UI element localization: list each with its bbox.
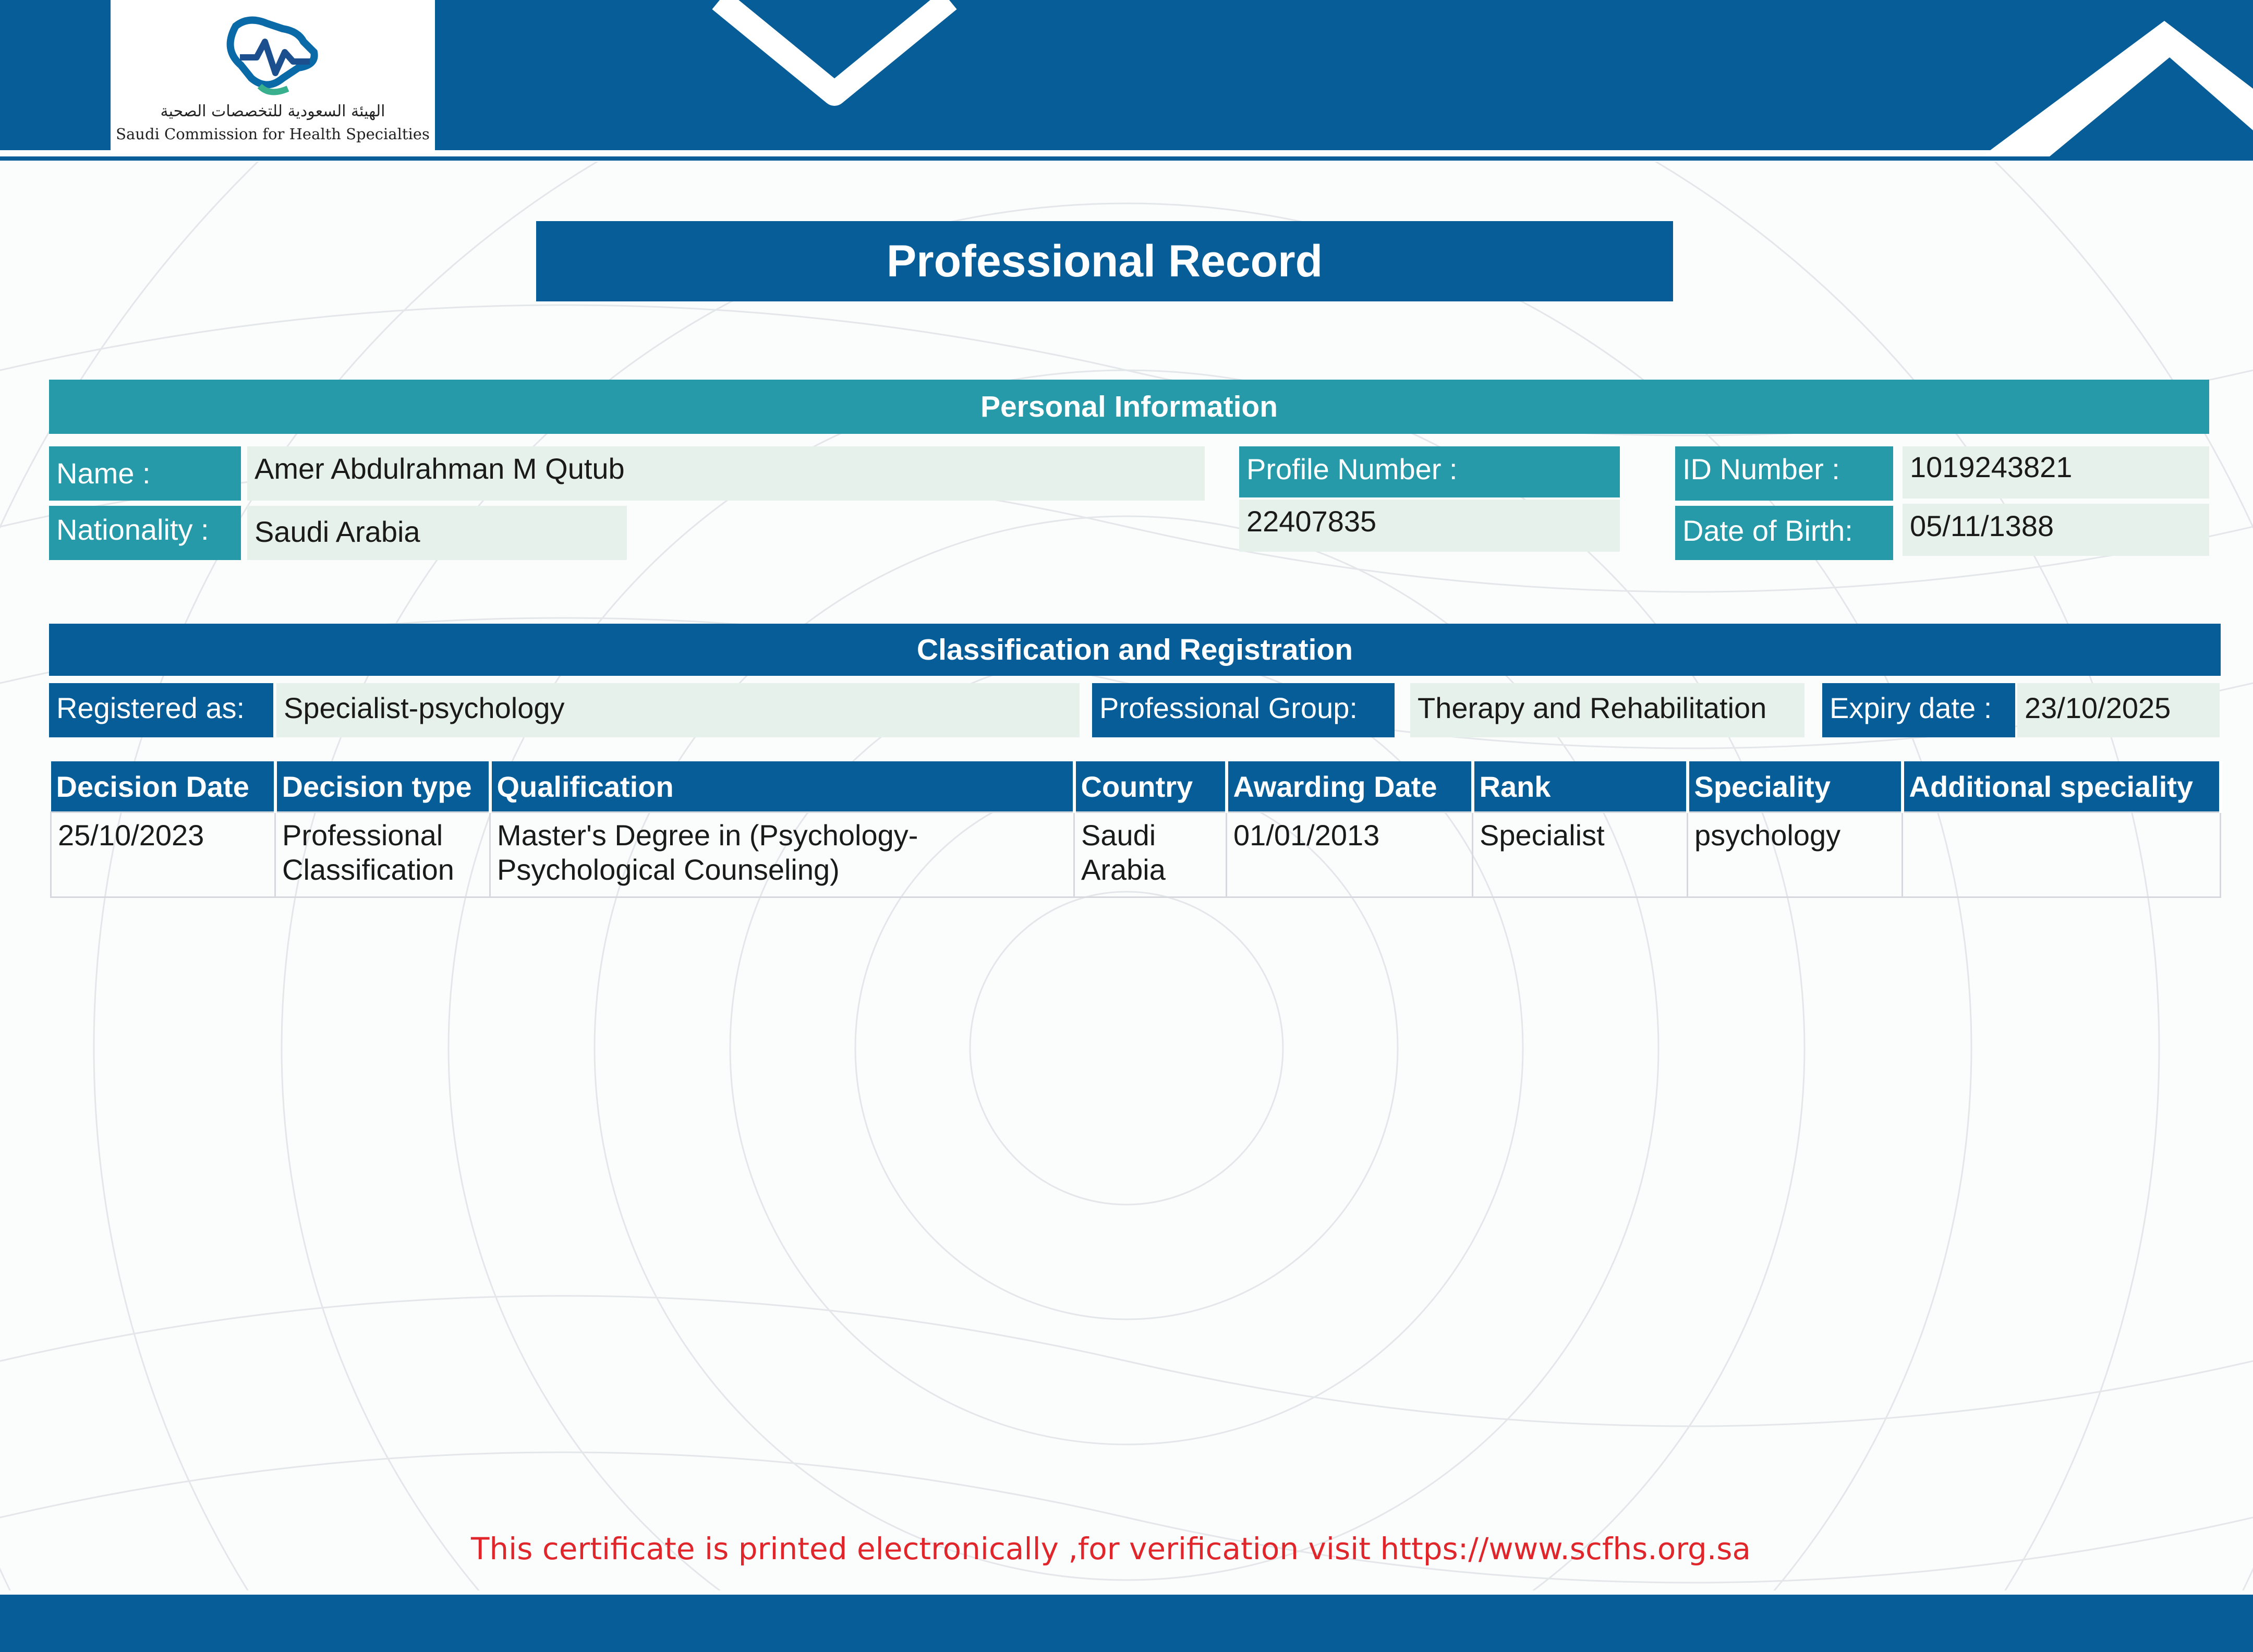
col-speciality: Speciality <box>1688 761 1903 812</box>
professional-group-value: Therapy and Rehabilitation <box>1410 683 1804 737</box>
col-country: Country <box>1074 761 1227 812</box>
cell-rank: Specialist <box>1473 812 1688 897</box>
date-of-birth-value: 05/11/1388 <box>1903 504 2209 556</box>
professional-group-label: Professional Group: <box>1092 683 1395 737</box>
id-number-value: 1019243821 <box>1903 446 2209 499</box>
name-value: Amer Abdulrahman M Qutub <box>247 446 1205 501</box>
expiry-date-label: Expiry date : <box>1822 683 2015 737</box>
nationality-label: Nationality : <box>49 506 241 560</box>
verification-note: This certificate is printed electronically ,for verification visit https://www.scfhs.org.sa <box>470 1531 1751 1566</box>
expiry-date-value: 23/10/2025 <box>2017 683 2220 737</box>
cell-decision-type: Professional Classification <box>275 812 490 897</box>
name-label: Name : <box>49 446 241 501</box>
decision-table <box>50 761 2222 898</box>
registered-as-label: Registered as: <box>49 683 273 737</box>
col-rank: Rank <box>1473 761 1688 812</box>
header-rule <box>0 156 2253 161</box>
table-row <box>51 812 2221 897</box>
org-name-english: Saudi Commission for Health Specialties <box>116 125 430 143</box>
profile-number-value: 22407835 <box>1239 500 1620 552</box>
personal-info-heading: Personal Information <box>49 380 2209 434</box>
classification-heading: Classification and Registration <box>49 624 2221 676</box>
registered-as-value: Specialist-psychology <box>276 683 1080 737</box>
col-decision-type: Decision type <box>275 761 490 812</box>
org-logo <box>111 0 435 153</box>
footer-band <box>0 1595 2253 1652</box>
org-name-arabic: الهيئة السعودية للتخصصات الصحية <box>160 102 385 120</box>
cell-qualification: Master's Degree in (Psychology-Psychological Counseling) <box>490 812 1074 897</box>
cell-speciality: psychology <box>1688 812 1903 897</box>
cell-country: Saudi Arabia <box>1074 812 1227 897</box>
id-number-label: ID Number : <box>1675 446 1893 501</box>
cell-additional-speciality <box>1903 812 2221 897</box>
cell-awarding-date: 01/01/2013 <box>1227 812 1473 897</box>
table-header-row <box>51 761 2221 812</box>
col-decision-date: Decision Date <box>51 761 275 812</box>
col-qualification: Qualification <box>490 761 1074 812</box>
profile-number-label: Profile Number : <box>1239 446 1620 497</box>
page-title: Professional Record <box>536 221 1673 301</box>
cell-decision-date: 25/10/2023 <box>51 812 275 897</box>
col-awarding-date: Awarding Date <box>1227 761 1473 812</box>
date-of-birth-label: Date of Birth: <box>1675 506 1893 560</box>
col-additional-speciality: Additional speciality <box>1903 761 2221 812</box>
nationality-value: Saudi Arabia <box>247 506 627 560</box>
